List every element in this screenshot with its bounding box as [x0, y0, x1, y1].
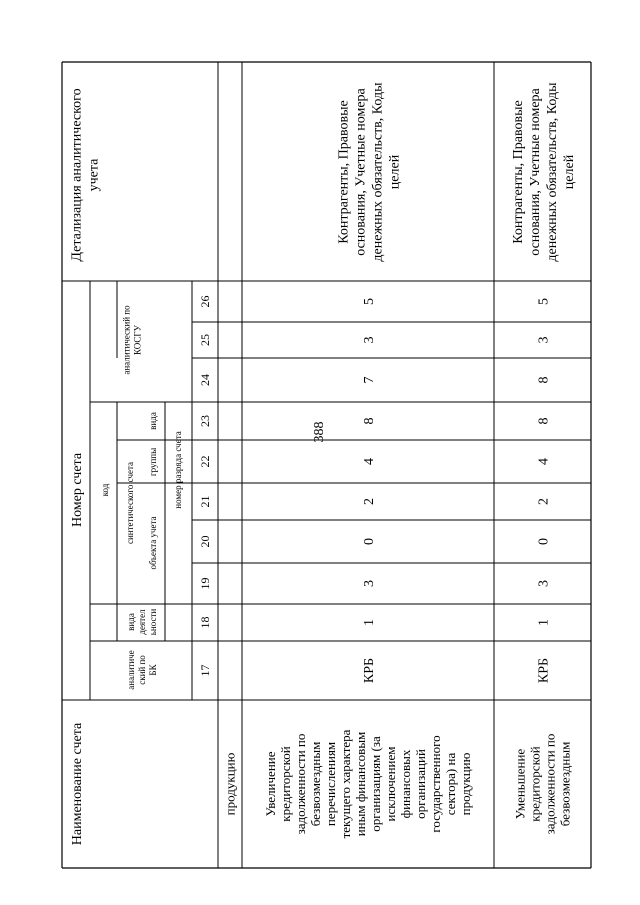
rank-number-17-line: 17	[198, 664, 213, 677]
row-2-value-19-line: 3	[536, 580, 552, 587]
header-rank-number-line: номер разряда счета	[173, 431, 184, 509]
row-1-detail	[336, 82, 402, 262]
row-1-value-25	[362, 337, 377, 344]
row-2-value-24-line: 8	[536, 376, 552, 384]
row-2-detail	[511, 82, 577, 262]
header-activity-line: ьности	[148, 608, 159, 636]
rank-number-23	[198, 415, 212, 427]
row-1-account-name-line: Увеличение	[263, 751, 278, 817]
rank-number-25	[198, 334, 212, 346]
rank-number-22-line: 22	[198, 455, 213, 468]
row-2-value-20-line: 0	[536, 538, 552, 545]
row-0-account-name	[223, 752, 238, 815]
row-1-detail-line: целей	[387, 154, 403, 190]
header-synthetic-line: синтетического счета	[125, 461, 136, 545]
row-1-value-18-line: 1	[361, 619, 377, 626]
header-rank-number	[173, 431, 183, 508]
header-group-line: группы	[148, 447, 159, 477]
header-analytic-bk	[126, 650, 158, 689]
row-2-detail-line: Контрагенты, Правовые	[510, 100, 526, 244]
header-kosgu-line: КОСГУ	[132, 325, 143, 355]
row-1-account-name-line: задолженности по	[293, 733, 308, 835]
row-1-account-name-line: государственного	[428, 735, 443, 833]
rank-number-17	[198, 665, 212, 677]
row-1-account-name-line: безвозмездным	[308, 741, 323, 827]
rank-number-21	[198, 496, 212, 508]
row-2-detail-line: основания, Учетные номера	[527, 88, 543, 256]
rank-number-24-line: 24	[198, 374, 213, 386]
row-1-value-26	[362, 298, 377, 305]
row-1-detail-line: Контрагенты, Правовые	[336, 100, 352, 244]
row-1-account-name-line: текущего характера	[338, 729, 354, 839]
row-2-value-23	[536, 418, 551, 425]
header-kosgu-line: аналитический по	[121, 305, 132, 375]
row-0-account-name-line: продукцию	[222, 752, 238, 816]
row-1-value-20-line: 0	[361, 538, 377, 545]
header-activity	[126, 609, 158, 636]
page-number: 388	[312, 421, 327, 443]
header-activity-line: вида	[126, 613, 137, 631]
header-detail	[69, 88, 101, 261]
row-2-account-name-line: безвозмездным	[557, 741, 573, 827]
row-1-account-name-line: организациям (за	[368, 736, 384, 832]
header-account-name	[70, 722, 85, 845]
header-detail-line: учета	[86, 158, 102, 192]
rank-number-20-line: 20	[198, 535, 213, 548]
rank-number-26-line: 26	[198, 295, 213, 308]
row-1-value-25-line: 3	[361, 336, 377, 344]
row-1-value-17-line: КРБ	[361, 657, 377, 684]
header-code-line: код	[99, 483, 110, 497]
row-1-account-name	[263, 729, 473, 838]
header-detail-line: Детализация аналитического	[69, 88, 85, 262]
header-analytic-bk-line: БК	[148, 664, 159, 676]
header-analytic-bk-line: аналитиче	[126, 650, 137, 690]
header-account-number	[70, 452, 85, 527]
row-2-account-name-line: задолженности по	[542, 733, 558, 835]
row-1-value-21	[362, 498, 377, 505]
header-synthetic	[125, 462, 135, 544]
rank-number-26	[198, 296, 212, 308]
header-object-account-line: объекта учета	[148, 516, 159, 570]
row-1-value-26-line: 5	[361, 298, 377, 305]
row-1-value-17	[362, 658, 377, 683]
row-1-value-21-line: 2	[361, 498, 377, 505]
row-2-value-25-line: 3	[536, 336, 552, 344]
row-1-value-19	[362, 580, 377, 587]
row-1-account-name-line: кредиторской	[278, 746, 293, 822]
header-group	[148, 448, 158, 476]
row-1-account-name-line: организаций	[413, 749, 428, 819]
header-account-number-line: Номер счета	[69, 452, 85, 528]
row-1-value-19-line: 3	[361, 580, 377, 587]
rank-number-22	[198, 456, 212, 468]
rank-number-18	[198, 617, 212, 629]
rank-number-23-line: 23	[198, 415, 213, 427]
row-2-value-21-line: 2	[536, 498, 552, 505]
row-2-value-17	[536, 658, 551, 683]
header-object-account	[148, 516, 158, 569]
row-1-value-24-line: 7	[361, 376, 377, 384]
row-2-value-19	[536, 580, 551, 587]
row-1-account-name-line: продукцию	[458, 752, 473, 816]
row-1-value-18	[362, 619, 377, 626]
row-1-account-name-line: иным финансовым	[353, 731, 368, 837]
row-1-value-22	[362, 458, 377, 465]
row-2-value-20	[536, 538, 551, 545]
row-2-value-26	[536, 298, 551, 305]
row-2-value-17-line: КРБ	[536, 657, 552, 684]
row-1-value-23-line: 8	[361, 417, 377, 425]
rank-number-24	[198, 374, 212, 386]
row-1-account-name-line: перечислениям	[323, 741, 338, 827]
row-1-value-24	[362, 377, 377, 384]
row-2-value-18	[536, 619, 551, 626]
header-account-name-line: Наименование счета	[69, 722, 85, 846]
rank-number-21-line: 21	[198, 495, 213, 508]
row-1-value-20	[362, 538, 377, 545]
row-2-value-18-line: 1	[536, 619, 552, 626]
row-1-value-23	[362, 418, 377, 425]
row-2-detail-line: целей	[561, 154, 577, 190]
rank-number-25-line: 25	[198, 334, 213, 346]
header-activity-line: деятел	[137, 609, 148, 635]
header-kind	[148, 412, 158, 430]
row-2-account-name	[513, 734, 573, 835]
header-analytic-bk-line: ский по	[137, 655, 148, 685]
row-1-detail-line: денежных обязательств, Коды	[370, 82, 386, 262]
header-code	[100, 483, 110, 496]
row-2-detail-line: денежных обязательств, Коды	[544, 82, 560, 262]
row-1-account-name-line: финансовых	[398, 749, 413, 819]
row-1-detail-line: основания, Учетные номера	[353, 88, 369, 256]
row-1-account-name-line: сектора) на	[443, 752, 458, 816]
row-1-account-name-line: исключением	[383, 746, 399, 822]
row-2-value-22	[536, 458, 551, 465]
row-1-value-22-line: 4	[361, 458, 377, 465]
table-labels	[69, 82, 577, 845]
header-kind-line: вида	[148, 412, 159, 430]
row-2-value-25	[536, 337, 551, 344]
header-kosgu	[122, 305, 143, 375]
row-2-value-21	[536, 498, 551, 505]
rank-number-19-line: 19	[198, 577, 213, 590]
row-2-value-23-line: 8	[536, 417, 552, 425]
row-2-account-name-line: Уменьшение	[512, 748, 528, 820]
rank-number-18-line: 18	[198, 616, 213, 629]
row-2-value-22-line: 4	[536, 458, 552, 465]
row-2-value-26-line: 5	[536, 298, 552, 305]
row-2-value-24	[536, 377, 551, 384]
rank-number-20	[198, 536, 212, 548]
row-2-account-name-line: кредиторской	[527, 746, 543, 822]
rank-number-19	[198, 578, 212, 590]
